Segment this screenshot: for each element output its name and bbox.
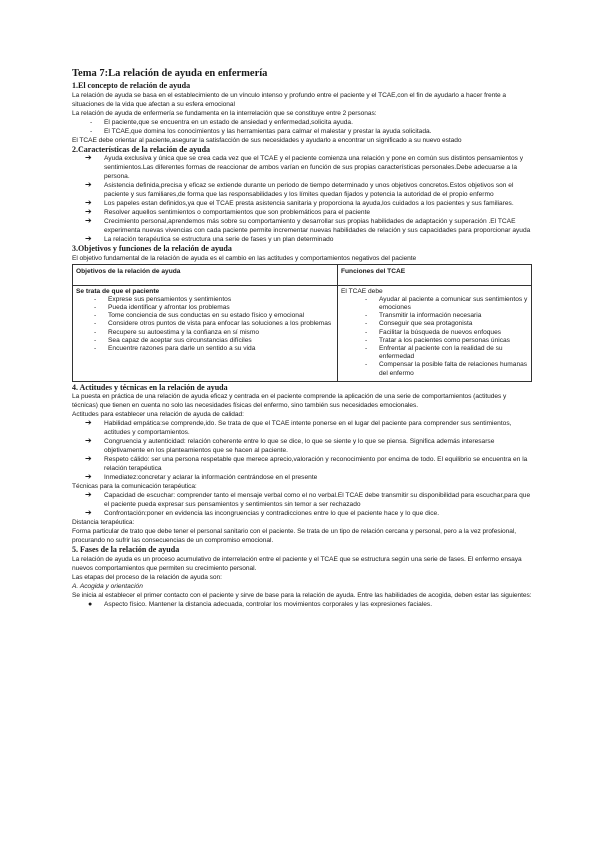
list-item: ➔ Habilidad empática:se comprende,ido. Se trata de que el TCAE intente ponerse en el lugar del paciente para comprender sus sentimientos, actitudes y comportamientos. <box>85 418 512 437</box>
section-5-paragraph-1: La relación de ayuda es un proceso acumulativo de interrelación entre el paciente y el TCAE que se estructura según una serie de fases. El enfermo ensaya nuevos comportamientos que permiten su crecimiento personal. <box>72 555 522 572</box>
section-3-heading: 3.Objetivos y funciones de la relación de ayuda <box>72 244 232 253</box>
list-item: ➔ Congruencia y autenticidad: relación coherente entre lo que se dice, lo que se siente y lo que se piensa. Significa además interesarse objetivamente en los planteamientos que se hacen al paciente. <box>85 436 495 455</box>
section-4-paragraph-4: Distancia terapéutica: <box>72 519 135 527</box>
objectives-table <box>72 264 532 382</box>
document-title: Tema 7:La relación de ayuda en enfermería <box>72 68 268 79</box>
list-item: - Recupere su autoestima y la confianza en sí mismo <box>94 328 259 336</box>
dash-bullet-icon: - <box>94 312 97 320</box>
section-3-paragraph-1: El objetivo fundamental de la relación de ayuda es el cambio en las actitudes y comportamientos negativos del paciente <box>72 254 417 262</box>
dash-bullet-icon: - <box>365 312 368 320</box>
list-item: ➔ Crecimiento personal,aprendemos más sobre su comportamiento y desarrollar sus propias habilidades de adaptación y superación .El TCAE experimenta nuevas vivencias con cada paciente permite incrementar nuevas habilidades de relación y sus capacidades para proporcionar ayuda <box>85 216 531 234</box>
dash-bullet-icon: - <box>365 344 368 352</box>
arrow-bullet-icon: ➔ <box>85 153 92 162</box>
dash-bullet-icon: - <box>90 127 93 135</box>
list-item: - El TCAE,que domina los conocimientos y las herramientas para calmar el malestar y prestar la ayuda solicitada. <box>90 127 432 135</box>
table-header-objectives: Objetivos de la relación de ayuda <box>73 264 338 285</box>
document-page <box>72 68 532 609</box>
dash-bullet-icon: - <box>94 303 97 311</box>
section-4-paragraph-5: Forma particular de trato que debe tener el personal sanitario con el paciente. Se trata de un tipo de relación cercana y personal, pero a la vez profesional, procurando no sufrir las consecuencias de un compromiso emocional. <box>72 528 517 545</box>
section-1-list <box>72 118 532 136</box>
section-5-subheading: A. Acogida y orientación <box>72 582 143 590</box>
section-1-paragraph-2: La relación de ayuda de enfermería se fundamenta en la interrelación que se constituye entre 2 personas: <box>72 109 377 117</box>
list-item: ➔ Inmediatez:concretar y aclarar la información centrándose en el presente <box>85 472 318 482</box>
dash-bullet-icon: - <box>365 328 368 336</box>
arrow-bullet-icon: ➔ <box>85 490 92 500</box>
list-item: ● Aspecto físico. Mantener la distancia adecuada, controlar los movimientos corporales y las expresiones faciales. <box>88 600 433 608</box>
table-cell-objectives <box>73 285 338 381</box>
section-4-paragraph-1: La puesta en práctica de una relación de ayuda eficaz y centrada en el paciente comprende la aplicación de una serie de comportamientos (actitudes y técnicas) que tienen en cuenta no solo las necesidades físicas del enfermo, sino también sus necesidades emocionales. <box>72 393 507 410</box>
dash-bullet-icon: - <box>365 320 368 328</box>
section-5-list <box>72 600 532 609</box>
list-item: ➔ Asistencia definida,precisa y eficaz se extiende durante un periodo de tiempo determinado y unos objetivos concretos.Estos objetivos son el paciente y sus familiares,de forma que las responsabilidades y los límites quedan fijados y potencia la autoridad de el propio enfermo <box>85 180 514 198</box>
section-5-heading: 5. Fases de la relación de ayuda <box>72 545 180 555</box>
arrow-bullet-icon: ➔ <box>85 207 92 216</box>
list-item: - Encuentre razones para darle un sentido a su vida <box>94 344 256 352</box>
dash-bullet-icon: - <box>94 328 97 336</box>
dash-bullet-icon: - <box>94 295 97 303</box>
dash-bullet-icon: - <box>365 336 368 344</box>
arrow-bullet-icon: ➔ <box>85 508 92 518</box>
arrow-bullet-icon: ➔ <box>85 418 92 428</box>
list-item: - El paciente,que se encuentra en un estado de ansiedad y enfermedad,solicita ayuda. <box>90 118 353 126</box>
attitudes-list <box>72 419 532 482</box>
functions-intro: El TCAE debe <box>341 287 383 295</box>
section-4-heading: 4. Actitudes y técnicas en la relación de ayuda <box>72 382 228 392</box>
list-item: - Enfrentar al paciente con la realidad de su enfermedad <box>365 344 503 361</box>
dash-bullet-icon: - <box>94 320 97 328</box>
list-item: - Exprese sus pensamientos y sentimientos <box>94 295 232 303</box>
dash-bullet-icon: - <box>90 118 93 126</box>
arrow-bullet-icon: ➔ <box>85 234 92 243</box>
section-1-paragraph-1: La relación de ayuda se basa en el establecimiento de un vínculo intenso y profundo entre el paciente y el TCAE,con el fin de ayudarlo a hacer frente a situaciones de la vida que afectan a su esfera emocional <box>72 91 507 108</box>
dash-bullet-icon: - <box>94 344 97 352</box>
section-2-heading: 2.Características de la relación de ayuda <box>72 144 211 154</box>
techniques-list <box>72 491 532 518</box>
list-item: - Considere otros puntos de vista para enfocar las soluciones a los problemas <box>94 320 332 328</box>
section-2-list <box>72 154 532 244</box>
list-item: - Tome conciencia de sus conductas en su estado físico y emocional <box>94 312 305 320</box>
list-item: - Sea capaz de aceptar sus circunstancias difíciles <box>94 336 252 344</box>
list-item: ➔ Confrontación:poner en evidencia las incongruencias y contradicciones entre lo que el paciente hace y lo que dice. <box>85 508 440 518</box>
list-item: ➔ La relación terapéutica se estructura una serie de fases y un plan determinado <box>85 234 334 243</box>
table-header-functions: Funciones del TCAE <box>338 264 532 285</box>
list-item: ➔ Respeto cálido: ser una persona respetable que merece aprecio,valoración y reconocimiento por encima de todo. El equilibrio se encuentra en la relación terapéutica <box>85 454 528 473</box>
arrow-bullet-icon: ➔ <box>85 180 92 189</box>
list-item: - Tratar a los pacientes como personas únicas <box>365 336 510 344</box>
list-item: ➔ Resolver aquellos sentimientos o comportamientos que son problemáticos para el paciente <box>85 207 371 216</box>
list-item: ➔ Capacidad de escuchar: comprender tanto el mensaje verbal como el no verbal.El TCAE debe transmitir su disponibilidad para escuchar,para que el paciente pueda expresar sus pensamientos y sentimientos sin temor a ser rechazado <box>85 490 531 509</box>
table-cell-functions <box>338 285 532 381</box>
dash-bullet-icon: - <box>365 295 368 303</box>
section-4-paragraph-2: Actitudes para establecer una relación de ayuda de calidad: <box>72 411 244 419</box>
list-item: - Transmitir la información necesaria <box>365 312 482 320</box>
list-item: - Pueda identificar y afrontar los problemas <box>94 303 230 311</box>
list-item: - Compensar la posible falta de relaciones humanas del enfermo <box>365 361 528 377</box>
arrow-bullet-icon: ➔ <box>85 198 92 207</box>
list-item: ➔ Ayuda exclusiva y única que se crea cada vez que el TCAE y el paciente comienza una relación y pone en común sus distintos pensamientos y sentimientos.Las diferentes formas de reaccionar de ambos varían en función de sus propias características personales.Debe adecuarse a la persona. <box>85 153 524 180</box>
arrow-bullet-icon: ➔ <box>85 436 92 446</box>
list-item: - Conseguir que sea protagonista <box>365 320 473 328</box>
arrow-bullet-icon: ➔ <box>85 454 92 464</box>
list-item: - Facilitar la búsqueda de nuevos enfoques <box>365 328 502 336</box>
list-item: ➔ Los papeles estan definidos,ya que el TCAE presta asistencia sanitaria y proporciona la ayuda,los cuidados a los pacientes y sus familiares. <box>85 198 514 207</box>
dash-bullet-icon: - <box>365 361 368 369</box>
dot-bullet-icon: ● <box>88 600 93 608</box>
section-1-paragraph-3: El TCAE debe orientar al paciente,asegurar la satisfacción de sus necesidades y ayudarlo a encontrar un significado a su nuevo estado <box>72 136 462 144</box>
arrow-bullet-icon: ➔ <box>85 216 92 225</box>
arrow-bullet-icon: ➔ <box>85 472 92 482</box>
list-item: - Ayudar al paciente a comunicar sus sentimientos y emociones <box>365 295 528 311</box>
dash-bullet-icon: - <box>94 336 97 344</box>
section-5-paragraph-3: Se inicia al establecer el primer contacto con el paciente y sirve de base para la relación de ayuda. Entre las habilidades de acogida, deben estar las siguientes: <box>72 591 532 599</box>
objectives-intro: Se trata de que el paciente <box>76 287 160 295</box>
section-4-paragraph-3: Técnicas para la comunicación terapéutica: <box>72 483 197 491</box>
section-1-heading: 1.El concepto de relación de ayuda <box>72 81 191 90</box>
section-5-paragraph-2: Las etapas del proceso de la relación de ayuda son: <box>72 573 222 581</box>
